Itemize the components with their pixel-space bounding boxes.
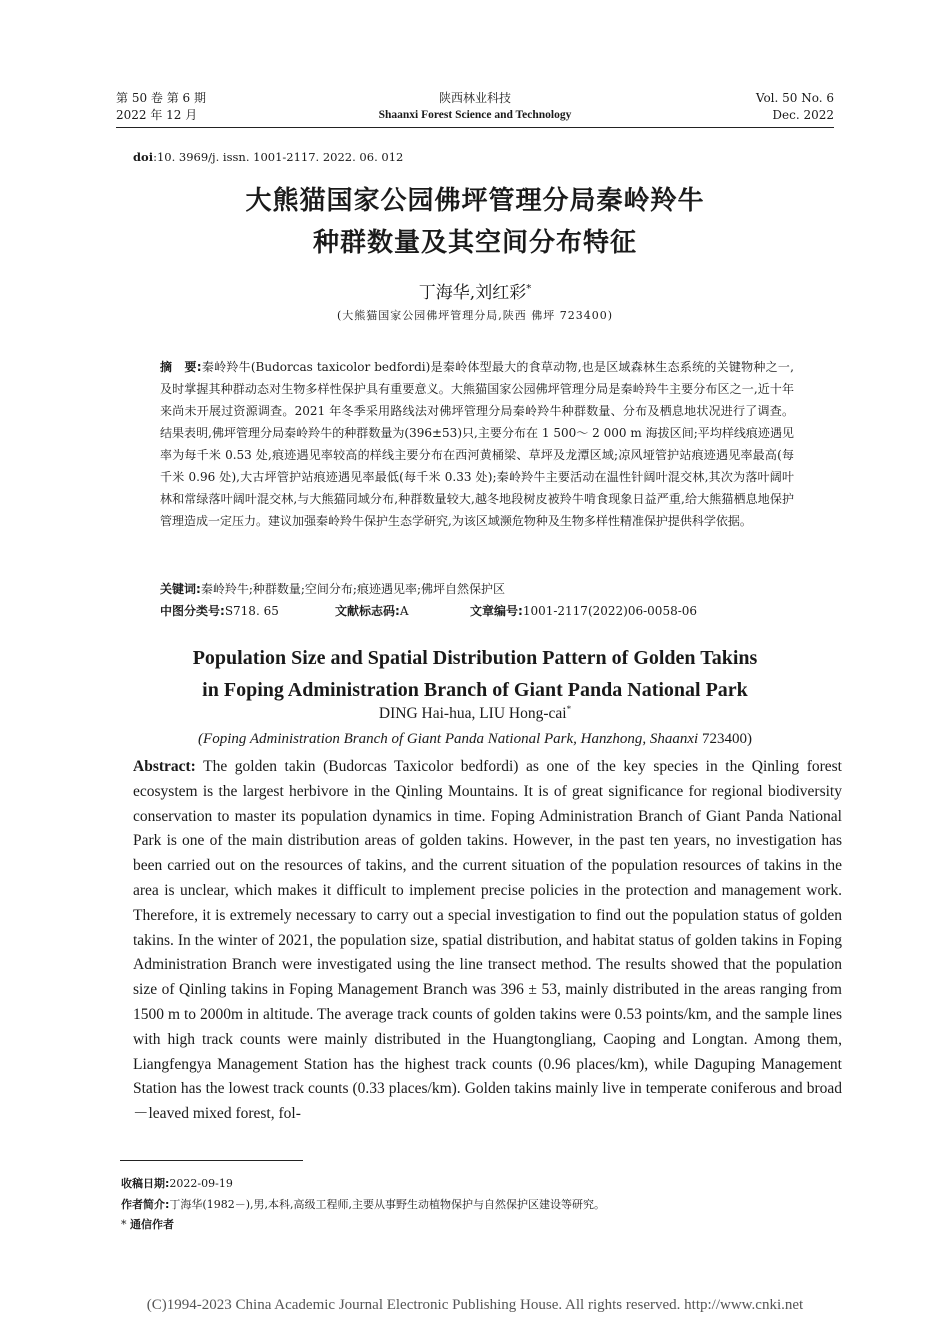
doc-code-label: 文献标志码: [335,604,400,618]
keywords-cn [160,578,794,600]
corresponding-mark-cn: * [526,283,532,295]
bio-text: 丁海华(1982－),男,本科,高级工程师,主要从事野生动植物保护与自然保护区建设等研究。 [169,1198,605,1211]
corr-label: 通信作者 [130,1218,174,1231]
bio-label: 作者简介: [121,1198,170,1211]
affiliation-en-code: 723400) [701,731,752,747]
authors-en-names: DING Hai-hua, LIU Hong-cai [378,705,567,723]
title-en [0,642,950,706]
received-date: 2022-09-19 [169,1177,233,1190]
corr-mark: * [121,1218,130,1231]
affiliation-en-text: (Foping Administration Branch of Giant Panda National Park, Hanzhong, Shaanxi [198,731,699,747]
date-cn: 2022 年 12 月 [116,108,198,122]
volume-cn: 第 50 卷 第 6 期 [116,91,206,105]
authors-cn-names: 丁海华,刘红彩 [418,283,527,303]
corresponding-mark-en: * [566,704,572,714]
article-no-label: 文章编号: [470,604,523,618]
doi-value: :10. 3969/j. issn. 1001-2117. 2022. 06. 012 [153,150,404,164]
clc-label: 中图分类号: [160,604,225,618]
journal-name-cn: 陕西林业科技 [438,91,511,105]
footnote-author-bio [121,1196,841,1214]
doi-line [133,150,403,164]
authors-cn [0,278,950,303]
article-no-value: 1001-2117(2022)06-0058-06 [522,604,698,618]
footnote-rule [120,1160,303,1161]
journal-name-en: Shaanxi Forest Science and Technology [378,109,572,121]
header-right [756,90,834,124]
footnote-corresponding [121,1216,841,1234]
header-center [116,90,834,124]
abstract-cn-label: 摘 要: [160,360,202,374]
abstract-cn [160,356,794,532]
copyright-footer: (C)1994-2023 China Academic Journal Electronic Publishing House. All rights reserved. http://www.cnki.net [146,1297,804,1313]
abstract-en [133,755,842,1127]
abstract-en-text: The golden takin (Budorcas Taxicolor bedfordi) as one of the key species in the Qinling forest ecosystem is the largest herbivore in the Qinling Mountains. It is of great significance for regional biodiversity conservation to master its population dynamics in time. Foping Administration Branch of Giant Panda National Park is one of the main distribution areas of golden takins. However, in the past ten years, no investigation has been carried out on the resources of takins, and the current situation of the population resources of takins in the area is unclear, which makes it difficult to implement precise policies in the protection and management work. Therefore, it is extremely necessary to carry out a special investigation to find out the population status of golden takins. In the winter of 2021, the population size, spatial distribution, and habitat status of golden takins in Foping Administration Branch were investigated using the line transect method. The results showed that the population size of Qinling takins in Foping Management Branch was 396 ± 53, mainly distributed in the areas ranging from 1500 m to 2000m in altitude. The average track counts of golden takins were 0.53 points/km, and the sample lines with high track counts were mainly distributed in the Huangtongliang, Caoping and Longtan. Among them, Liangfengya Management Station has the highest track counts (0.96 places/km), while Daguping Management Station has the lowest track counts (0.33 places/km). Golden takins mainly live in temperate coniferous and broad－leaved mixed forest, fol- [133,758,842,1123]
header-rule [116,127,834,128]
abstract-en-label: Abstract: [133,758,196,775]
affiliation-en [0,731,950,748]
title-en-line2: in Foping Administration Branch of Giant Panda National Park [202,679,748,701]
date-en: Dec. 2022 [772,108,834,122]
title-cn-line2: 种群数量及其空间分布特征 [312,228,637,258]
classification-line [160,600,794,622]
footnote-received [121,1175,841,1193]
volume-en: Vol. 50 No. 6 [755,91,834,105]
received-label: 收稿日期: [121,1177,170,1190]
keywords-cn-label: 关键词: [160,582,201,596]
affiliation-cn: (大熊猫国家公园佛坪管理分局,陕西 佛坪 723400) [336,309,614,322]
clc-value: S718. 65 [224,604,279,618]
doc-code-value: A [399,604,409,618]
doi-label: doi [133,150,154,164]
authors-en [0,704,950,723]
title-cn-line1: 大熊猫国家公园佛坪管理分局秦岭羚牛 [245,186,705,216]
keywords-cn-text: 秦岭羚牛;种群数量;空间分布;痕迹遇见率;佛坪自然保护区 [200,582,505,596]
title-en-line1: Population Size and Spatial Distribution Pattern of Golden Takins [192,647,758,669]
abstract-cn-text: 秦岭羚牛(Budorcas taxicolor bedfordi)是秦岭体型最大的食草动物,也是区域森林生态系统的关键物种之一,及时掌握其种群动态对生物多样性保护具有重要意义。大熊猫国家公园佛坪管理分局是秦岭羚牛主要分布区之一,近十年来尚未开展过资源调查。2021 年冬季采用路线法对佛坪管理分局秦岭羚牛种群数量、分布及栖息地状况进行了调查。结果表明,佛坪管理分局秦岭羚牛的种群数量为(396±53)只,主要分布在 1 500～ 2 000 m 海拔区间;平均样线痕迹遇见率为每千米 0.53 处,痕迹遇见率较高的样线主要分布在西河黄桶梁、草坪及龙潭区域;凉风垭管护站痕迹遇见率最高(每千米 0.96 处),大古坪管护站痕迹遇见率最低(每千米 0.33 处);秦岭羚牛主要活动在温性针阔叶混交林,其次为落叶阔叶林和常绿落叶阔叶混交林,与大熊猫同域分布,种群数量较大,越冬地段树皮被羚牛啃食现象日益严重,给大熊猫栖息地保护管理造成一定压力。建议加强秦岭羚牛保护生态学研究,为该区域濒危物种及生物多样性精准保护提供科学依据。 [160,360,794,528]
title-cn [0,180,950,264]
running-header [116,90,834,126]
